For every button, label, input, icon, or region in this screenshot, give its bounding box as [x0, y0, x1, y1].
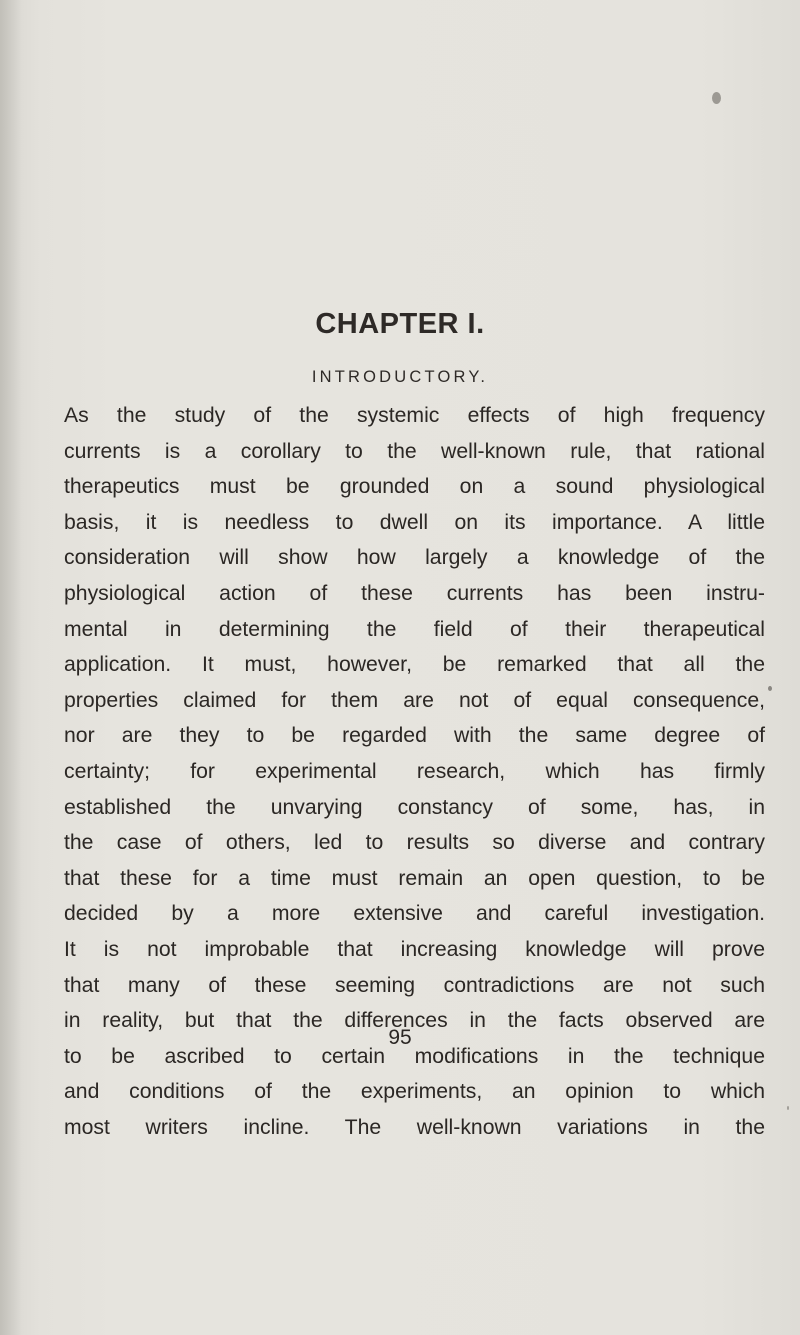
text-line: certainty; for experimental research, which has firmly: [64, 759, 765, 783]
chapter-title: CHAPTER I.: [315, 308, 485, 340]
gutter-shadow: [0, 0, 22, 1335]
text-line: in reality, but that the differences in the facts observed are: [64, 1009, 765, 1033]
text-line: currents is a corollary to the well-known rule, that rational: [64, 439, 765, 463]
text-line: the case of others, led to results so diverse and contrary: [64, 831, 765, 855]
text-line: consideration will show how largely a knowledge of the: [64, 546, 765, 570]
text-line: physiological action of these currents has been instru-: [64, 581, 765, 605]
text-line: that many of these seeming contradictions are not such: [64, 973, 765, 997]
text-line: decided by a more extensive and careful investigation.: [64, 902, 765, 926]
paper-speck: [712, 92, 721, 104]
text-line: application. It must, however, be remarked that all the: [64, 653, 765, 677]
text-line: nor are they to be regarded with the same degree of: [64, 724, 765, 748]
text-line: established the unvarying constancy of some, has, in: [64, 795, 765, 819]
text-line: As the study of the systemic effects of high frequency: [64, 404, 765, 427]
page-number: 95: [388, 1026, 412, 1049]
text-line: properties claimed for them are not of equal consequence,: [64, 688, 765, 712]
text-line: and conditions of the experiments, an opinion to which: [64, 1080, 765, 1104]
chapter-subtitle: INTRODUCTORY.: [311, 368, 489, 386]
text-line: It is not improbable that increasing knowledge will prove: [64, 937, 765, 961]
text-line: basis, it is needless to dwell on its importance. A little: [64, 510, 765, 534]
text-line: mental in determining the field of their therapeutical: [64, 617, 765, 641]
text-line: to be ascribed to certain modifications in the technique: [64, 1044, 765, 1068]
text-line: most writers incline. The well-known variations in the: [64, 1115, 765, 1139]
paper-speck: [768, 686, 772, 691]
text-line: therapeutics must be grounded on a sound physiological: [64, 475, 765, 499]
text-line: that these for a time must remain an open question, to be: [64, 866, 765, 890]
paper-speck: [787, 1106, 789, 1110]
